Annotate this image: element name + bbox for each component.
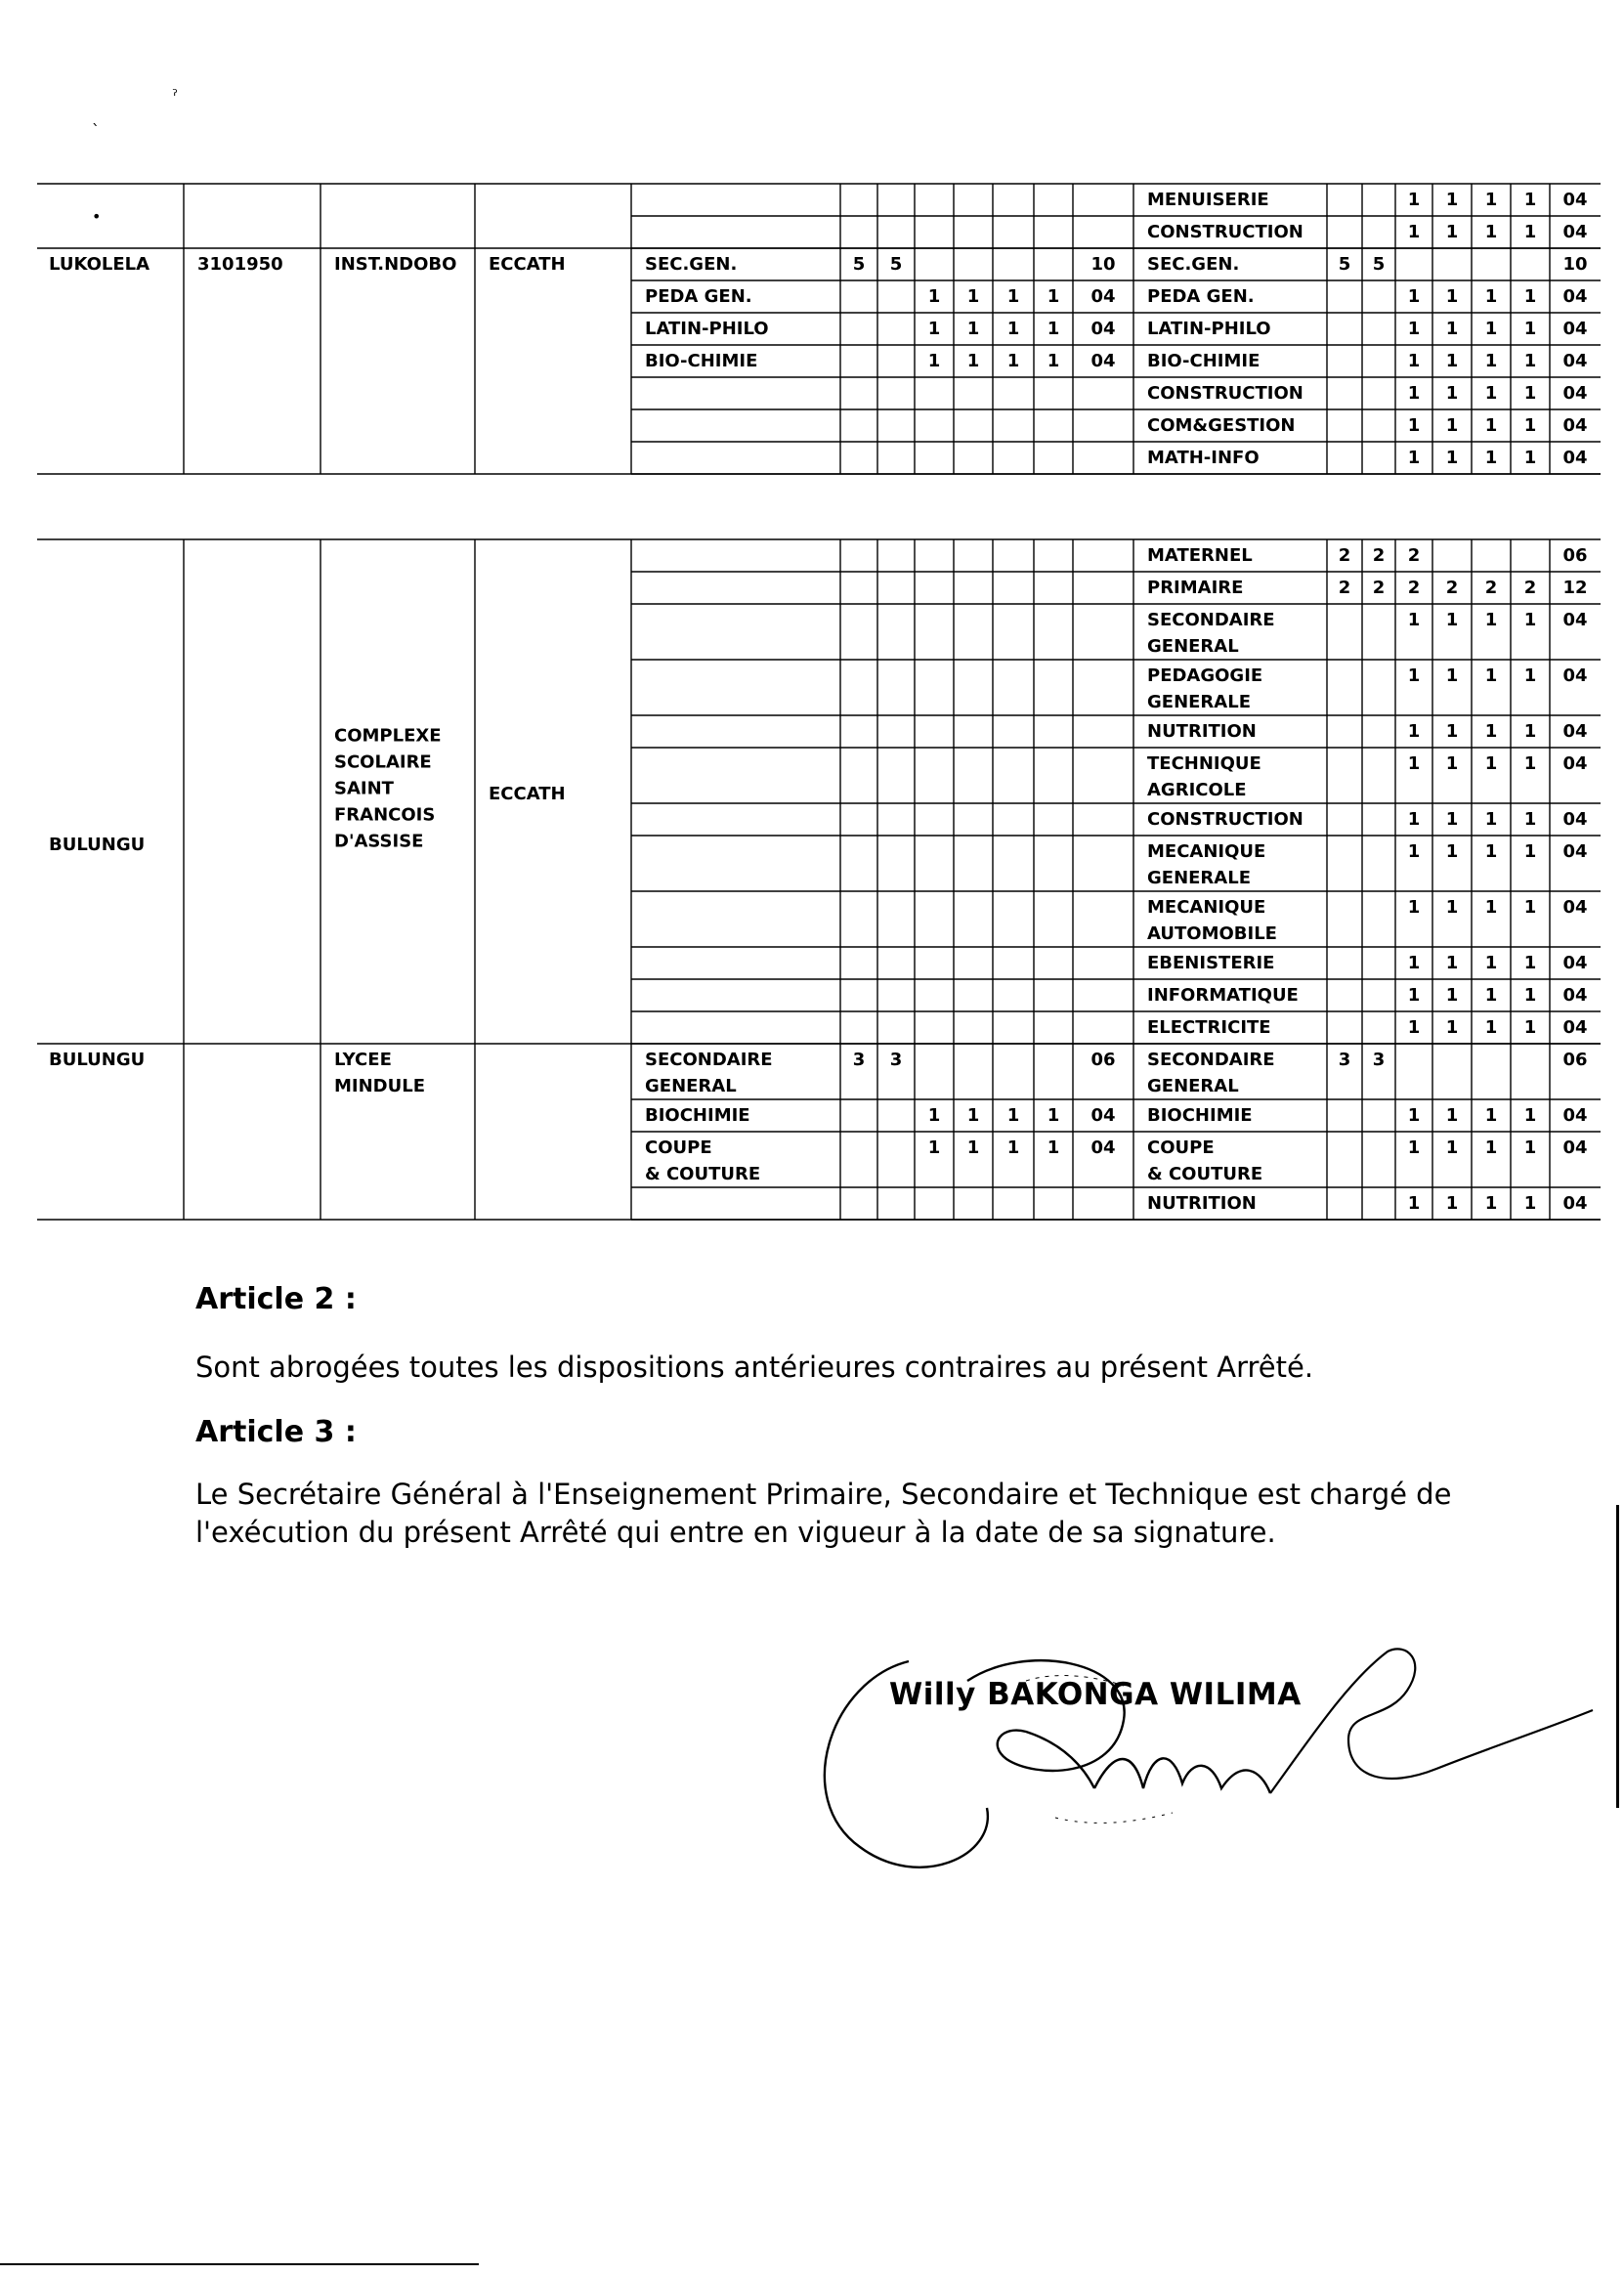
program-right: GENERALE <box>1147 692 1251 712</box>
school-name: COMPLEXE <box>334 725 442 747</box>
class-count-left: 1 <box>1047 1105 1060 1126</box>
program-left: & COUTURE <box>645 1164 761 1184</box>
class-count-right: 1 <box>1407 1138 1421 1158</box>
program-right: AGRICOLE <box>1147 780 1247 800</box>
class-count-right: 1 <box>1484 1138 1498 1158</box>
class-count-left: 1 <box>966 1105 980 1126</box>
school-network: ECCATH <box>489 784 566 804</box>
class-count-left: 1 <box>1006 319 1020 339</box>
total-right: 04 <box>1562 1193 1588 1214</box>
article-2-text: Sont abrogées toutes les dispositions antérieures contraires au présent Arrêté. <box>195 1351 1314 1384</box>
school-name: FRANCOIS <box>334 804 436 826</box>
class-count-right: 1 <box>1445 448 1459 468</box>
class-count-right: 1 <box>1484 319 1498 339</box>
total-left: 06 <box>1090 1050 1116 1070</box>
total-right: 04 <box>1562 809 1588 830</box>
class-count-right: 1 <box>1407 841 1421 862</box>
total-right: 04 <box>1562 753 1588 774</box>
program-left: COUPE <box>645 1138 712 1158</box>
total-right: 04 <box>1562 1017 1588 1038</box>
class-count-right: 1 <box>1445 1138 1459 1158</box>
class-count-right: 1 <box>1523 415 1537 436</box>
total-left: 04 <box>1090 351 1116 371</box>
class-count-right: 1 <box>1523 351 1537 371</box>
program-right: PEDAGOGIE <box>1147 665 1263 686</box>
class-count-right: 1 <box>1484 809 1498 830</box>
program-right: MECANIQUE <box>1147 841 1266 862</box>
program-right: PRIMAIRE <box>1147 578 1244 598</box>
class-count-left: 1 <box>1047 319 1060 339</box>
class-count-right: 1 <box>1445 286 1459 307</box>
class-count-right: 1 <box>1445 319 1459 339</box>
program-right: SECONDAIRE <box>1147 610 1275 630</box>
class-count-right: 1 <box>1407 665 1421 686</box>
class-count-left: 1 <box>1006 286 1020 307</box>
article-3-text: Le Secrétaire Général à l'Enseignement Primaire, Secondaire et Technique est chargé de l'exécution du présent Arrêté qui entre en vigueur à la date de sa signature. <box>195 1478 1452 1549</box>
class-count-right: 1 <box>1484 753 1498 774</box>
total-right: 04 <box>1562 985 1588 1006</box>
class-count-right: 2 <box>1407 545 1421 566</box>
class-count-left: 1 <box>966 351 980 371</box>
total-left: 10 <box>1090 254 1116 275</box>
class-count-right: 1 <box>1523 319 1537 339</box>
total-right: 04 <box>1562 721 1588 742</box>
program-right: LATIN-PHILO <box>1147 319 1271 339</box>
class-count-left: 1 <box>1047 1138 1060 1158</box>
class-count-right: 1 <box>1407 448 1421 468</box>
class-count-right: 1 <box>1445 985 1459 1006</box>
class-count-right: 1 <box>1523 1138 1537 1158</box>
class-count-right: 5 <box>1338 254 1351 275</box>
class-count-right: 1 <box>1445 351 1459 371</box>
total-right: 04 <box>1562 953 1588 973</box>
class-count-right: 1 <box>1484 351 1498 371</box>
class-count-right: 1 <box>1445 953 1459 973</box>
class-count-left: 3 <box>889 1050 903 1070</box>
total-right: 04 <box>1562 897 1588 918</box>
class-count-right: 1 <box>1407 415 1421 436</box>
program-right: EBENISTERIE <box>1147 953 1275 973</box>
class-count-right: 1 <box>1523 953 1537 973</box>
program-right: MATERNEL <box>1147 545 1253 566</box>
commune: BULUNGU <box>49 1050 146 1070</box>
class-count-right: 1 <box>1407 1193 1421 1214</box>
program-right: GENERAL <box>1147 636 1239 657</box>
program-right: MECANIQUE <box>1147 897 1266 918</box>
class-count-right: 1 <box>1523 721 1537 742</box>
class-count-right: 2 <box>1445 578 1459 598</box>
total-right: 04 <box>1562 222 1588 242</box>
program-right: CONSTRUCTION <box>1147 222 1303 242</box>
total-right: 04 <box>1562 351 1588 371</box>
program-left: BIOCHIMIE <box>645 1105 750 1126</box>
program-right: MENUISERIE <box>1147 190 1269 210</box>
program-right: CONSTRUCTION <box>1147 809 1303 830</box>
class-count-right: 1 <box>1484 897 1498 918</box>
total-right: 04 <box>1562 286 1588 307</box>
class-count-right: 1 <box>1484 985 1498 1006</box>
class-count-right: 3 <box>1338 1050 1351 1070</box>
class-count-right: 1 <box>1523 222 1537 242</box>
class-count-left: 3 <box>852 1050 866 1070</box>
class-count-right: 1 <box>1484 190 1498 210</box>
program-right: NUTRITION <box>1147 1193 1257 1214</box>
class-count-right: 1 <box>1407 953 1421 973</box>
class-count-right: 1 <box>1445 841 1459 862</box>
class-count-right: 1 <box>1445 610 1459 630</box>
class-count-right: 1 <box>1484 665 1498 686</box>
footer-rule <box>0 2263 479 2265</box>
class-count-left: 1 <box>927 319 941 339</box>
article-2-heading: Article 2 : <box>195 1282 357 1316</box>
program-right: SECONDAIRE <box>1147 1050 1275 1070</box>
school-name: INST.NDOBO <box>334 254 457 275</box>
class-count-right: 1 <box>1523 1193 1537 1214</box>
total-left: 04 <box>1090 1138 1116 1158</box>
program-left: PEDA GEN. <box>645 286 752 307</box>
class-count-right: 1 <box>1407 222 1421 242</box>
class-count-right: 1 <box>1523 286 1537 307</box>
class-count-right: 2 <box>1372 545 1386 566</box>
total-left: 04 <box>1090 286 1116 307</box>
class-count-right: 1 <box>1523 383 1537 404</box>
class-count-left: 1 <box>1006 1105 1020 1126</box>
class-count-right: 1 <box>1523 1017 1537 1038</box>
total-right: 04 <box>1562 415 1588 436</box>
class-count-right: 1 <box>1523 665 1537 686</box>
class-count-right: 1 <box>1484 448 1498 468</box>
total-right: 04 <box>1562 319 1588 339</box>
class-count-right: 2 <box>1484 578 1498 598</box>
total-right: 06 <box>1562 545 1588 566</box>
program-left: SEC.GEN. <box>645 254 738 275</box>
class-count-right: 1 <box>1407 897 1421 918</box>
class-count-left: 1 <box>966 1138 980 1158</box>
class-count-right: 1 <box>1484 953 1498 973</box>
school-name: SAINT <box>334 778 394 799</box>
program-left: GENERAL <box>645 1076 737 1096</box>
total-right: 04 <box>1562 841 1588 862</box>
class-count-right: 1 <box>1445 897 1459 918</box>
commune: BULUNGU <box>49 835 146 855</box>
article-3-heading: Article 3 : <box>195 1415 357 1449</box>
class-count-left: 1 <box>1047 286 1060 307</box>
class-count-left: 1 <box>1047 351 1060 371</box>
class-count-right: 1 <box>1484 841 1498 862</box>
program-left: BIO-CHIMIE <box>645 351 758 371</box>
class-count-right: 1 <box>1484 286 1498 307</box>
school-name: SCOLAIRE <box>334 751 432 773</box>
scan-edge-rule <box>1616 1505 1619 1808</box>
class-count-right: 2 <box>1523 578 1537 598</box>
class-count-right: 1 <box>1484 415 1498 436</box>
class-count-left: 1 <box>966 319 980 339</box>
class-count-right: 1 <box>1523 841 1537 862</box>
program-right: PEDA GEN. <box>1147 286 1255 307</box>
class-count-right: 1 <box>1445 415 1459 436</box>
program-right: & COUTURE <box>1147 1164 1263 1184</box>
class-count-right: 1 <box>1484 721 1498 742</box>
program-right: NUTRITION <box>1147 721 1257 742</box>
total-right: 04 <box>1562 1105 1588 1126</box>
class-count-right: 3 <box>1372 1050 1386 1070</box>
class-count-right: 1 <box>1445 1017 1459 1038</box>
class-count-right: 1 <box>1407 610 1421 630</box>
class-count-right: 1 <box>1407 809 1421 830</box>
total-right: 04 <box>1562 1138 1588 1158</box>
class-count-right: 1 <box>1523 753 1537 774</box>
class-count-right: 5 <box>1372 254 1386 275</box>
class-count-right: 1 <box>1407 985 1421 1006</box>
total-right: 10 <box>1562 254 1588 275</box>
class-count-right: 1 <box>1484 222 1498 242</box>
class-count-right: 1 <box>1484 1193 1498 1214</box>
class-count-left: 1 <box>1006 351 1020 371</box>
total-right: 06 <box>1562 1050 1588 1070</box>
program-right: SEC.GEN. <box>1147 254 1240 275</box>
program-right: GENERALE <box>1147 868 1251 888</box>
signatory-name: Willy BAKONGA WILIMA <box>889 1677 1302 1712</box>
program-right: ELECTRICITE <box>1147 1017 1271 1038</box>
class-count-right: 1 <box>1407 1017 1421 1038</box>
class-count-left: 1 <box>1006 1138 1020 1158</box>
class-count-right: 1 <box>1523 897 1537 918</box>
class-count-right: 1 <box>1407 190 1421 210</box>
class-count-right: 1 <box>1407 1105 1421 1126</box>
program-right: AUTOMOBILE <box>1147 923 1277 944</box>
program-right: COUPE <box>1147 1138 1215 1158</box>
program-right: TECHNIQUE <box>1147 753 1261 774</box>
scan-speck: • <box>92 207 102 226</box>
total-right: 04 <box>1562 665 1588 686</box>
class-count-right: 1 <box>1523 610 1537 630</box>
class-count-right: 1 <box>1523 448 1537 468</box>
class-count-right: 1 <box>1445 222 1459 242</box>
total-right: 04 <box>1562 190 1588 210</box>
school-code: 3101950 <box>197 254 283 275</box>
class-count-right: 1 <box>1523 809 1537 830</box>
program-left: LATIN-PHILO <box>645 319 769 339</box>
class-count-right: 1 <box>1484 383 1498 404</box>
total-right: 12 <box>1562 578 1588 598</box>
program-right: COM&GESTION <box>1147 415 1296 436</box>
class-count-left: 5 <box>889 254 903 275</box>
class-count-right: 1 <box>1445 809 1459 830</box>
class-count-right: 1 <box>1484 1105 1498 1126</box>
total-right: 04 <box>1562 610 1588 630</box>
class-count-left: 5 <box>852 254 866 275</box>
scan-speck: ˎ <box>92 107 100 126</box>
class-count-left: 1 <box>927 351 941 371</box>
class-count-right: 1 <box>1407 286 1421 307</box>
scan-speck: ˀ <box>172 86 178 105</box>
class-count-right: 1 <box>1445 721 1459 742</box>
class-count-right: 2 <box>1338 545 1351 566</box>
class-count-right: 1 <box>1445 1105 1459 1126</box>
handwritten-signature <box>801 1622 1603 1915</box>
class-count-right: 1 <box>1445 383 1459 404</box>
program-right: CONSTRUCTION <box>1147 383 1303 404</box>
class-count-right: 1 <box>1445 665 1459 686</box>
class-count-right: 1 <box>1445 1193 1459 1214</box>
class-count-right: 1 <box>1407 721 1421 742</box>
class-count-right: 1 <box>1523 190 1537 210</box>
school-name: MINDULE <box>334 1076 425 1096</box>
total-left: 04 <box>1090 1105 1116 1126</box>
total-left: 04 <box>1090 319 1116 339</box>
class-count-right: 2 <box>1372 578 1386 598</box>
class-count-right: 1 <box>1484 610 1498 630</box>
school-name: D'ASSISE <box>334 831 424 852</box>
class-count-left: 1 <box>966 286 980 307</box>
program-right: MATH-INFO <box>1147 448 1260 468</box>
class-count-right: 1 <box>1445 190 1459 210</box>
school-name: LYCEE <box>334 1050 392 1070</box>
program-right: BIO-CHIMIE <box>1147 351 1261 371</box>
class-count-right: 1 <box>1445 753 1459 774</box>
class-count-left: 1 <box>927 1138 941 1158</box>
class-count-right: 1 <box>1484 1017 1498 1038</box>
class-count-right: 1 <box>1407 753 1421 774</box>
program-right: GENERAL <box>1147 1076 1239 1096</box>
commune: LUKOLELA <box>49 254 150 275</box>
total-right: 04 <box>1562 383 1588 404</box>
program-left: SECONDAIRE <box>645 1050 773 1070</box>
class-count-right: 1 <box>1407 351 1421 371</box>
class-count-right: 1 <box>1523 1105 1537 1126</box>
program-right: INFORMATIQUE <box>1147 985 1299 1006</box>
class-count-right: 1 <box>1407 319 1421 339</box>
class-count-right: 1 <box>1523 985 1537 1006</box>
class-count-left: 1 <box>927 286 941 307</box>
school-network: ECCATH <box>489 254 566 275</box>
program-right: BIOCHIMIE <box>1147 1105 1253 1126</box>
class-count-right: 2 <box>1407 578 1421 598</box>
class-count-right: 2 <box>1338 578 1351 598</box>
total-right: 04 <box>1562 448 1588 468</box>
class-count-right: 1 <box>1407 383 1421 404</box>
class-count-left: 1 <box>927 1105 941 1126</box>
